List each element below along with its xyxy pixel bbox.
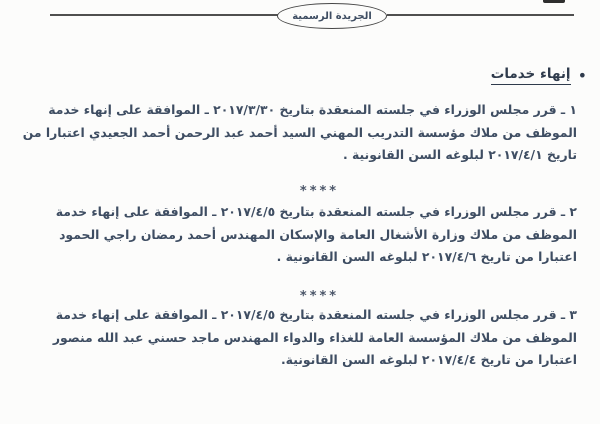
bullet-icon: • bbox=[577, 65, 587, 85]
decree-2-line-3: اعتبارا من تاريخ ٢٠١٧/٤/٦ لبلوغه السن القانونية . bbox=[276, 249, 577, 264]
header-rule-right bbox=[387, 14, 574, 16]
decree-3-line-1: ٣ ـ قرر مجلس الوزراء في جلسته المنعقدة بتاريخ ٢٠١٧/٤/٥ ـ الموافقة على إنهاء خدمة bbox=[55, 307, 577, 322]
masthead-oval bbox=[277, 3, 387, 29]
decree-item-3 bbox=[52, 305, 577, 373]
decree-3-line-3: اعتبارا من تاريخ ٢٠١٧/٤/٤ لبلوغه السن القانونية. bbox=[280, 352, 577, 367]
decree-1-line-1: ١ ـ قرر مجلس الوزراء في جلسته المنعقدة بتاريخ ٢٠١٧/٣/٣٠ ـ الموافقة على إنهاء خدمة bbox=[48, 102, 577, 117]
decree-2-line-1: ٢ ـ قرر مجلس الوزراء في جلسته المنعقدة بتاريخ ٢٠١٧/٤/٥ ـ الموافقة على إنهاء خدمة bbox=[55, 204, 577, 219]
decree-item-1 bbox=[22, 100, 577, 168]
decree-2-line-2: الموظف من ملاك وزارة الأشغال العامة والإسكان المهندس أحمد رمضان راجي الحمود bbox=[59, 226, 577, 242]
decree-1-line-3: تاريخ ٢٠١٧/٤/١ لبلوغه السن القانونية . bbox=[342, 147, 577, 162]
header-rule-left bbox=[50, 14, 278, 16]
masthead-title: الجريدة الرسمية bbox=[292, 11, 372, 22]
section-heading bbox=[491, 66, 587, 85]
decree-item-2 bbox=[55, 202, 577, 270]
section-title: إنهاء خدمات bbox=[491, 66, 571, 85]
decree-1-line-2: الموظف من ملاك مؤسسة التدريب المهني السيد أحمد عبد الرحمن أحمد الجعيدي اعتبارا من bbox=[22, 124, 577, 140]
page-corner-fragment bbox=[543, 0, 565, 3]
stars-separator-2: **** bbox=[299, 289, 340, 304]
decree-3-line-2: الموظف من ملاك المؤسسة العامة للغذاء والدواء المهندس ماجد حسني عبد الله منصور bbox=[52, 329, 577, 345]
stars-separator-1: **** bbox=[299, 184, 340, 199]
